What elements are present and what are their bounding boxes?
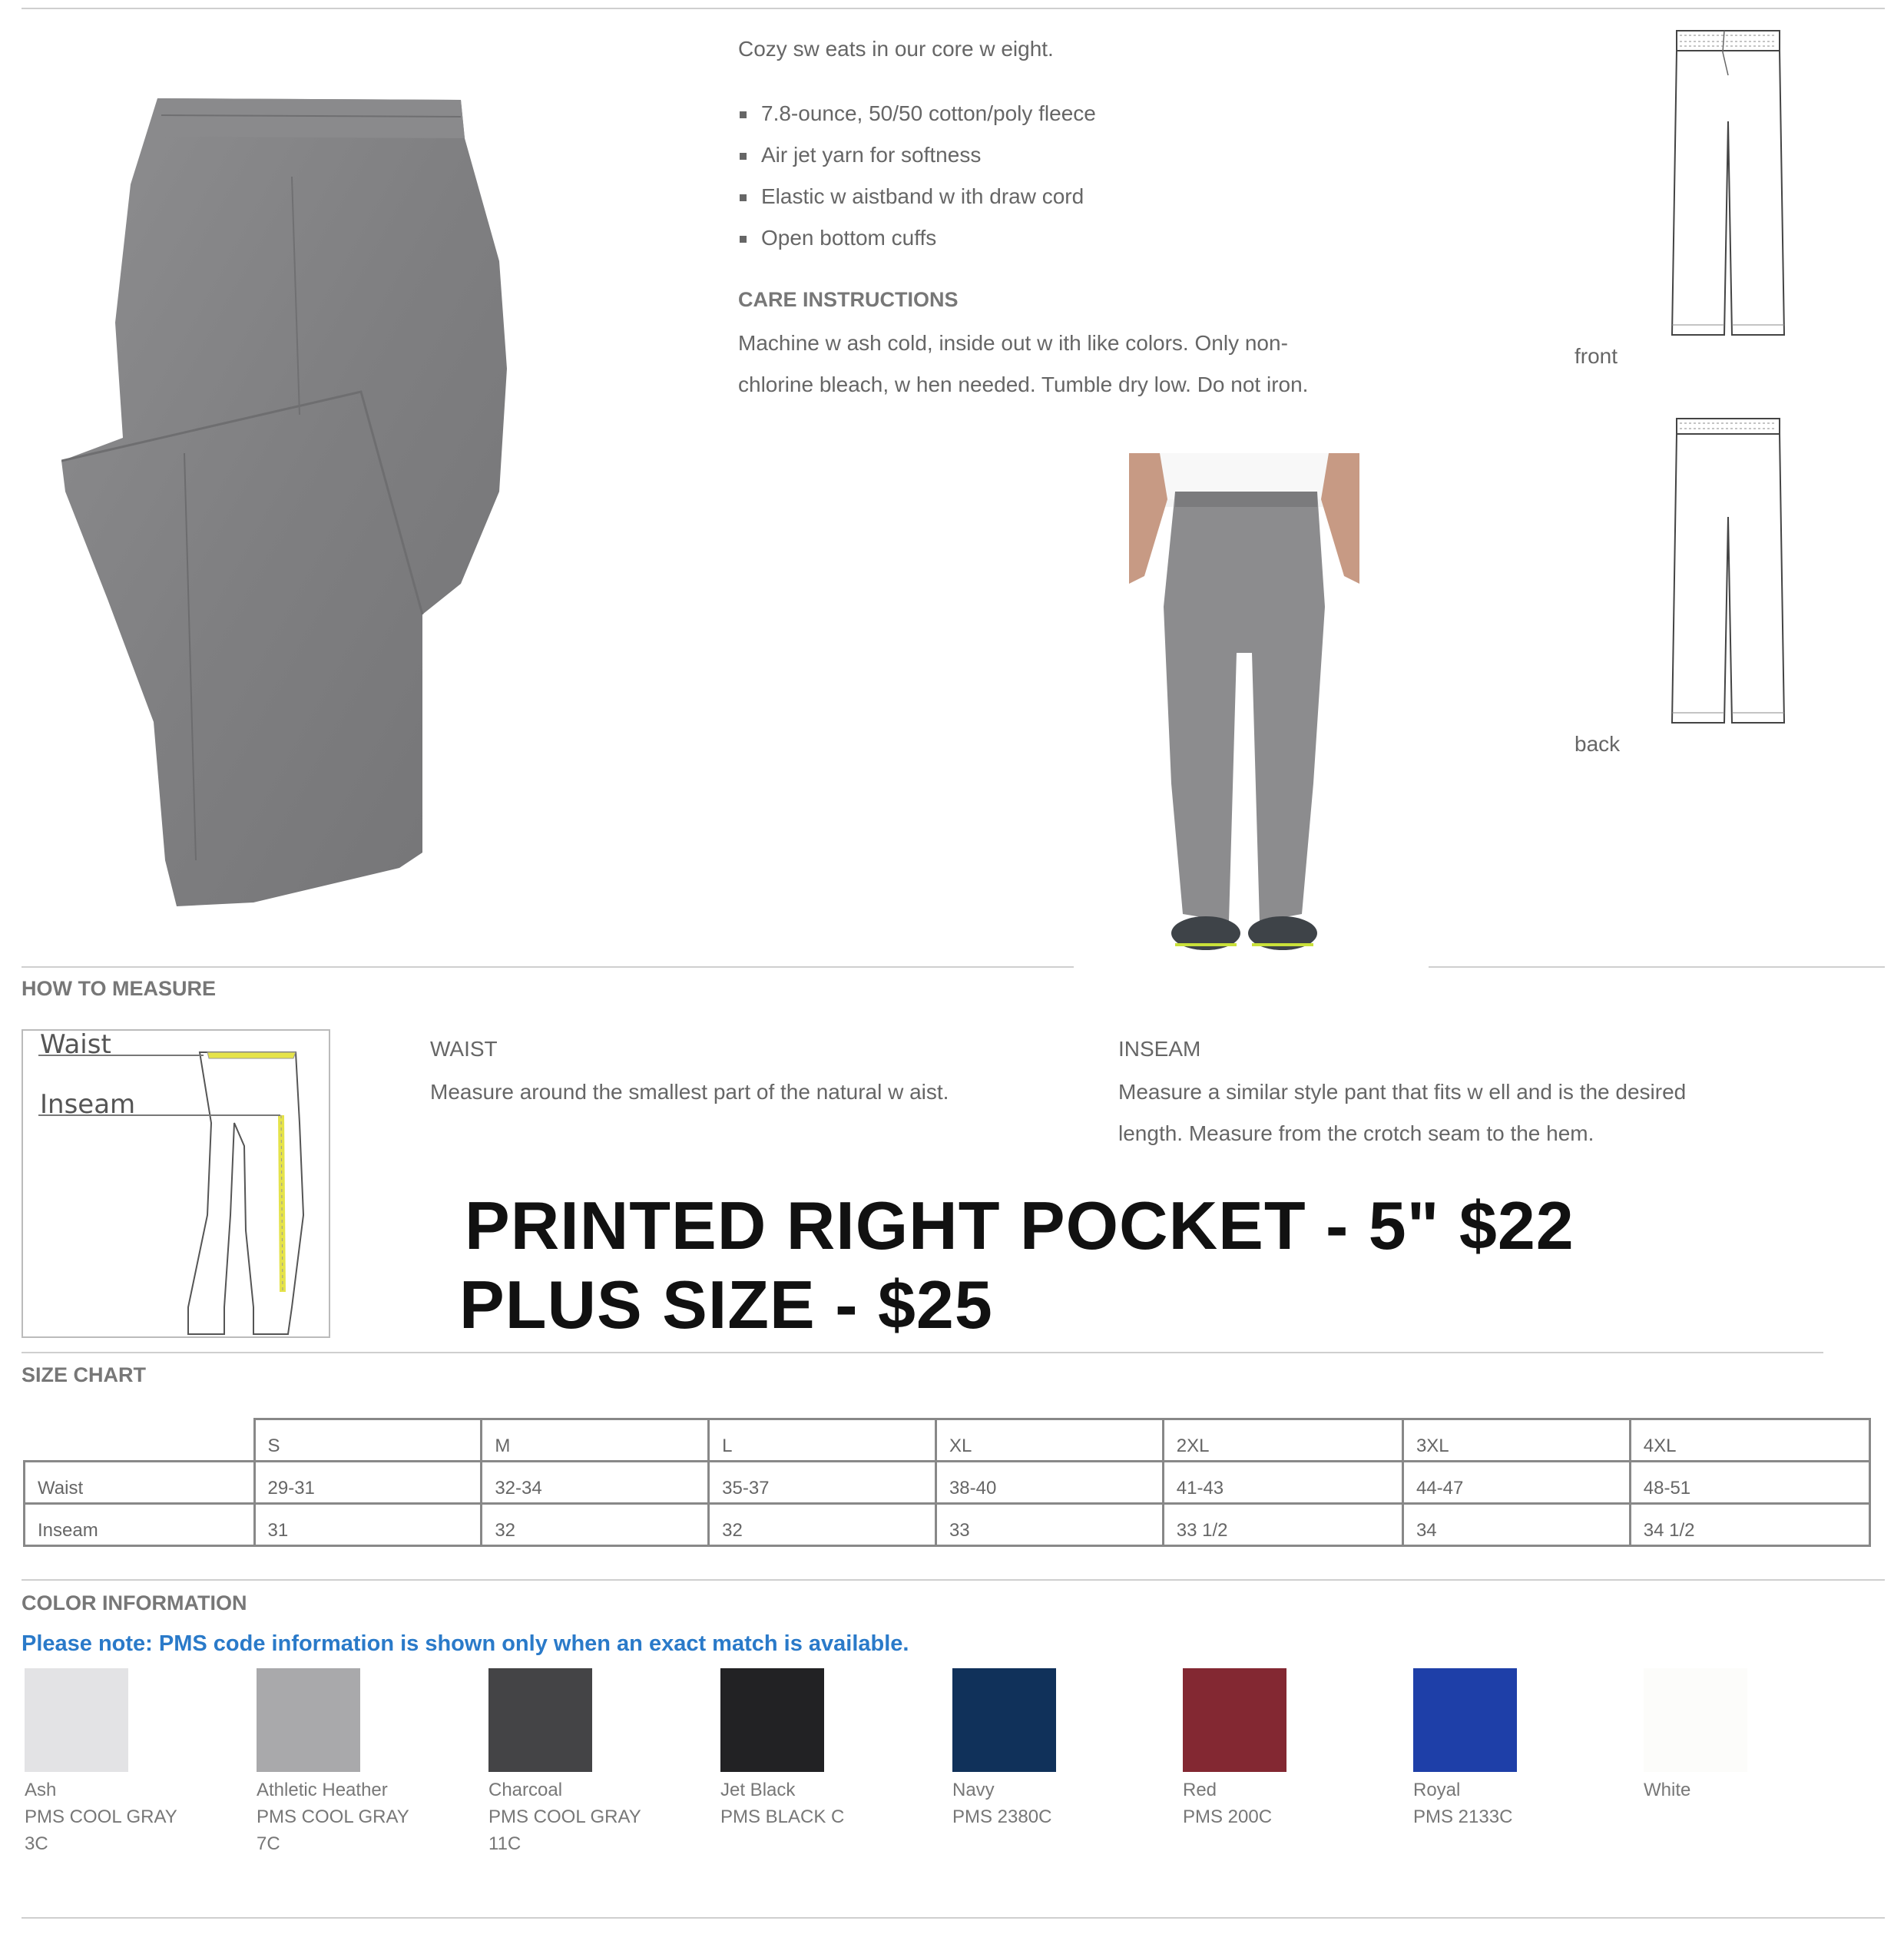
color-name: Navy <box>952 1780 995 1800</box>
back-label: back <box>1575 732 1621 756</box>
color-pms-code: PMS 2133C <box>1413 1807 1513 1827</box>
table-cell: 41-43 <box>1163 1462 1402 1504</box>
size-chart-table <box>23 1418 1871 1547</box>
table-cell: 31 <box>254 1504 482 1546</box>
table-cell: 32 <box>482 1504 709 1546</box>
size-header: S <box>254 1419 482 1462</box>
color-swatch <box>952 1668 1056 1772</box>
color-name: Athletic Heather <box>257 1780 388 1800</box>
color-pms-code: PMS BLACK C <box>720 1807 845 1827</box>
model-photo <box>1129 453 1359 960</box>
pms-note: Please note: PMS code information is shown only when an exact match is available. <box>22 1631 909 1656</box>
promo-plus-size-price: PLUS SIZE - $25 <box>459 1267 993 1343</box>
color-name: Ash <box>25 1780 57 1800</box>
size-header: 3XL <box>1402 1419 1630 1462</box>
table-cell: 29-31 <box>254 1462 482 1504</box>
color-swatch <box>1183 1668 1286 1772</box>
feature-item: Elastic w aistband w ith draw cord <box>738 181 1096 223</box>
color-pms-code: PMS COOL GRAY 7C <box>257 1807 409 1854</box>
color-swatch <box>1413 1668 1517 1772</box>
size-header: 2XL <box>1163 1419 1402 1462</box>
size-header: M <box>482 1419 709 1462</box>
waist-text: Measure around the smallest part of the natural w aist. <box>430 1080 949 1104</box>
row-label: Waist <box>25 1462 255 1504</box>
measure-diagram <box>22 1029 330 1338</box>
promo-pocket-price: PRINTED RIGHT POCKET - 5" $22 <box>465 1187 1575 1263</box>
care-heading: CARE INSTRUCTIONS <box>738 288 959 311</box>
row-label: Inseam <box>25 1504 255 1546</box>
color-name: Charcoal <box>488 1780 563 1800</box>
feature-item: 7.8-ounce, 50/50 cotton/poly fleece <box>738 98 1096 140</box>
feature-item: Air jet yarn for softness <box>738 140 1096 181</box>
table-cell: 34 <box>1402 1504 1630 1546</box>
inseam-text: Measure a similar style pant that fits w ell and is the desired length. Measure from the crotch seam to the hem. <box>1118 1080 1687 1145</box>
bullet-icon <box>740 194 747 201</box>
table-cell: 38-40 <box>935 1462 1163 1504</box>
size-header-row <box>25 1419 1870 1462</box>
product-intro: Cozy sw eats in our core w eight. <box>738 37 1054 61</box>
color-name: Jet Black <box>720 1780 796 1800</box>
color-pms-code: PMS COOL GRAY 11C <box>488 1807 641 1854</box>
table-cell: 34 1/2 <box>1630 1504 1869 1546</box>
table-cell: 33 1/2 <box>1163 1504 1402 1546</box>
table-cell: 32 <box>709 1504 936 1546</box>
size-header: L <box>709 1419 936 1462</box>
table-cell: 48-51 <box>1630 1462 1869 1504</box>
bullet-icon <box>740 111 747 118</box>
feature-list <box>738 98 1096 264</box>
diagram-inseam-label: Inseam <box>40 1089 136 1120</box>
color-swatch <box>25 1668 128 1772</box>
table-row <box>25 1504 1870 1546</box>
diagram-waist-label: Waist <box>40 1029 111 1060</box>
care-text: Machine w ash cold, inside out w ith like colors. Only non-chlorine bleach, w hen needed. Tumble dry low. Do not iron. <box>738 331 1309 396</box>
table-cell: 44-47 <box>1402 1462 1630 1504</box>
color-name: Red <box>1183 1780 1217 1800</box>
color-name: Royal <box>1413 1780 1461 1800</box>
product-flat-image <box>61 92 507 914</box>
color-swatch <box>488 1668 592 1772</box>
back-line-drawing <box>1671 417 1786 728</box>
color-pms-code: PMS 2380C <box>952 1807 1052 1827</box>
color-info-heading: COLOR INFORMATION <box>22 1591 247 1614</box>
table-cell: 32-34 <box>482 1462 709 1504</box>
front-label: front <box>1575 344 1618 368</box>
size-chart-heading: SIZE CHART <box>22 1363 146 1386</box>
front-line-drawing <box>1671 29 1786 340</box>
bullet-icon <box>740 153 747 160</box>
how-to-measure-heading: HOW TO MEASURE <box>22 977 217 1000</box>
color-swatch <box>257 1668 360 1772</box>
bullet-icon <box>740 236 747 243</box>
waist-title: WAIST <box>430 1037 498 1061</box>
table-row <box>25 1462 1870 1504</box>
size-header: 4XL <box>1630 1419 1869 1462</box>
inseam-title: INSEAM <box>1118 1037 1201 1061</box>
size-header: XL <box>935 1419 1163 1462</box>
color-pms-code: PMS COOL GRAY 3C <box>25 1807 177 1854</box>
color-swatch <box>1644 1668 1747 1772</box>
table-cell: 33 <box>935 1504 1163 1546</box>
color-name: White <box>1644 1780 1691 1800</box>
color-swatch <box>720 1668 824 1772</box>
feature-item: Open bottom cuffs <box>738 223 1096 264</box>
color-pms-code: PMS 200C <box>1183 1807 1273 1827</box>
table-corner <box>25 1419 255 1462</box>
table-cell: 35-37 <box>709 1462 936 1504</box>
